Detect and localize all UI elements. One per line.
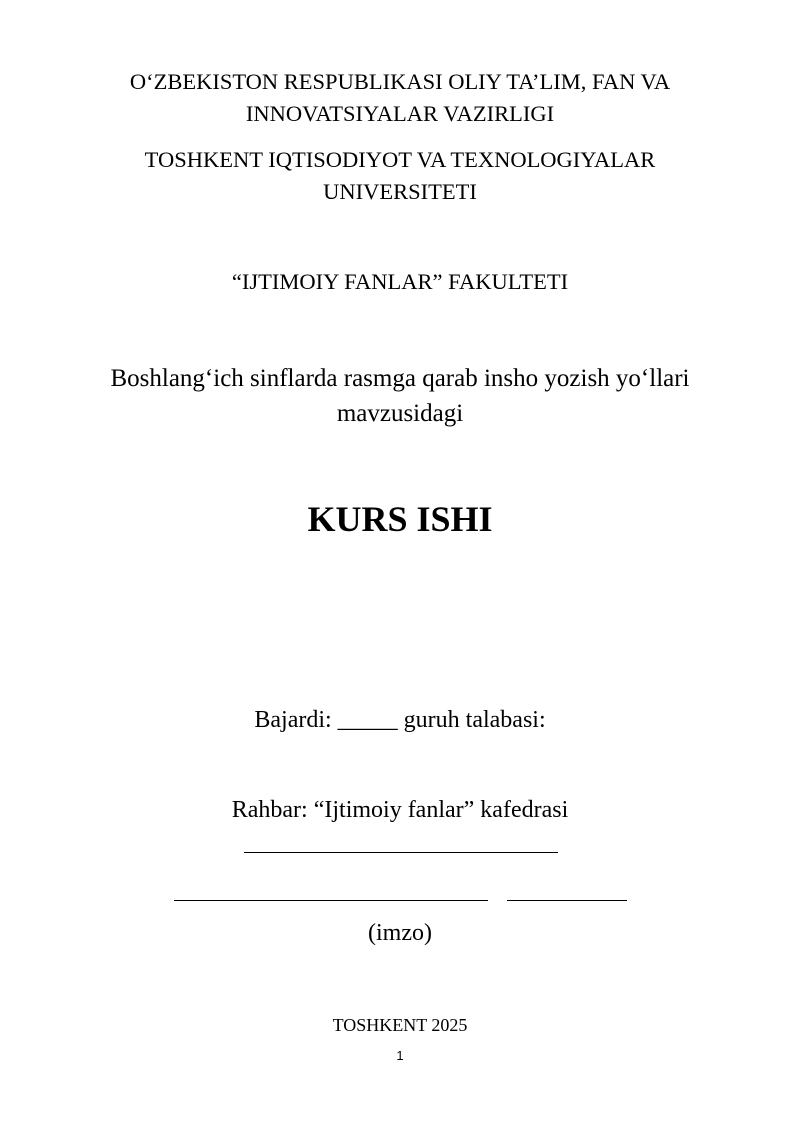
performer-line: Bajardi: _____ guruh talabasi:: [254, 707, 546, 733]
ministry-name-line-2: INNOVATSIYALAR VAZIRLIGI: [245, 101, 555, 126]
signature-blank: [507, 900, 627, 901]
university-name: [0, 144, 800, 208]
signature-caption: (imzo): [368, 920, 432, 946]
city-year: TOSHKENT 2025: [332, 1015, 468, 1035]
faculty-name: “IJTIMOIY FANLAR” FAKULTETI: [231, 269, 569, 294]
document-type-title: KURS ISHI: [307, 499, 493, 539]
supervisor-line: Rahbar: “Ijtimoiy fanlar” kafedrasi: [231, 797, 569, 823]
supervisor-name-blank: [244, 852, 558, 853]
name-blank: [174, 900, 488, 901]
university-name-line-1: TOSHKENT IQTISODIYOT VA TEXNOLOGIYALAR: [144, 147, 656, 172]
page-number: 1: [396, 1048, 404, 1063]
ministry-name: [0, 66, 800, 130]
topic-line-2: mavzusidagi: [336, 400, 464, 427]
topic-line-1: Boshlang‘ich sinflarda rasmga qarab insho yozish yo‘llari: [110, 365, 690, 392]
university-name-line-2: UNIVERSITETI: [323, 179, 477, 204]
ministry-name-line-1: O‘ZBEKISTON RESPUBLIKASI OLIY TA’LIM, FAN VA: [129, 69, 671, 94]
